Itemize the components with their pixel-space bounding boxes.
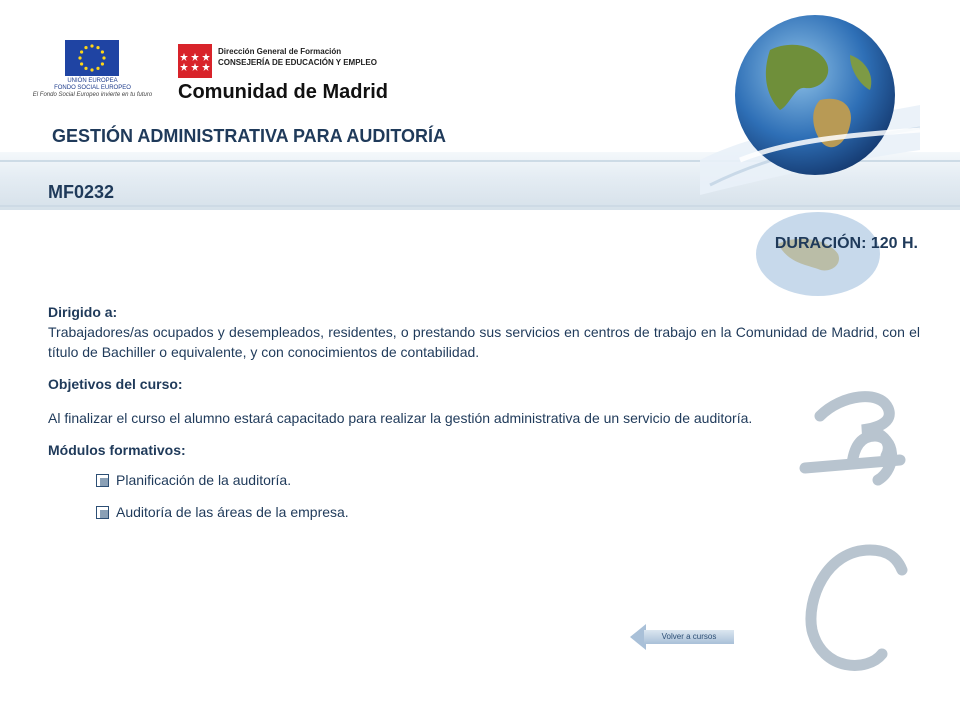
- madrid-flag-icon: [178, 44, 212, 78]
- eu-logo-line: UNIÓN EUROPEA: [67, 78, 118, 84]
- checkbox-bullet-icon: [96, 506, 109, 519]
- course-title: GESTIÓN ADMINISTRATIVA PARA AUDITORÍA: [52, 126, 446, 146]
- comunidad-madrid-logo: [178, 44, 398, 104]
- eu-logo-slogan: El Fondo Social Europeo invierte en tu futuro: [32, 92, 153, 98]
- back-to-courses-button[interactable]: [630, 624, 736, 650]
- objectives-heading: Objetivos del curso:: [48, 376, 183, 392]
- madrid-logo-line: CONSEJERÍA DE EDUCACIÓN Y EMPLEO: [218, 58, 377, 67]
- cp3-watermark: [770, 390, 950, 690]
- back-button-label: Volver a cursos: [644, 630, 734, 644]
- objectives-text: Al finalizar el curso el alumno estará capacitado para realizar la gestión administrativa de un servicio de auditoría.: [48, 410, 753, 426]
- course-duration: DURACIÓN: 120 H.: [774, 235, 918, 252]
- globe-icon: [700, 10, 920, 210]
- target-heading: Dirigido a:: [48, 304, 118, 320]
- eu-logo: [30, 40, 160, 110]
- module-label: Planificación de la auditoría.: [116, 472, 292, 488]
- madrid-logo-name: Comunidad de Madrid: [178, 81, 388, 103]
- eu-logo-line: FONDO SOCIAL EUROPEO: [54, 85, 131, 91]
- course-code: MF0232: [48, 182, 115, 202]
- checkbox-bullet-icon: [96, 474, 109, 487]
- madrid-logo-line: Dirección General de Formación: [218, 47, 342, 56]
- module-label: Auditoría de las áreas de la empresa.: [116, 504, 349, 520]
- eu-flag-icon: [65, 40, 119, 76]
- modules-heading: Módulos formativos:: [48, 442, 186, 458]
- globe-reflection-icon: [748, 204, 888, 304]
- target-text: Trabajadores/as ocupados y desempleados, residentes, o prestando sus servicios en centros de trabajo en la Comunidad de Madrid, con el título de Bachiller o equivalente, y con conocimientos de contabilidad.: [48, 324, 920, 360]
